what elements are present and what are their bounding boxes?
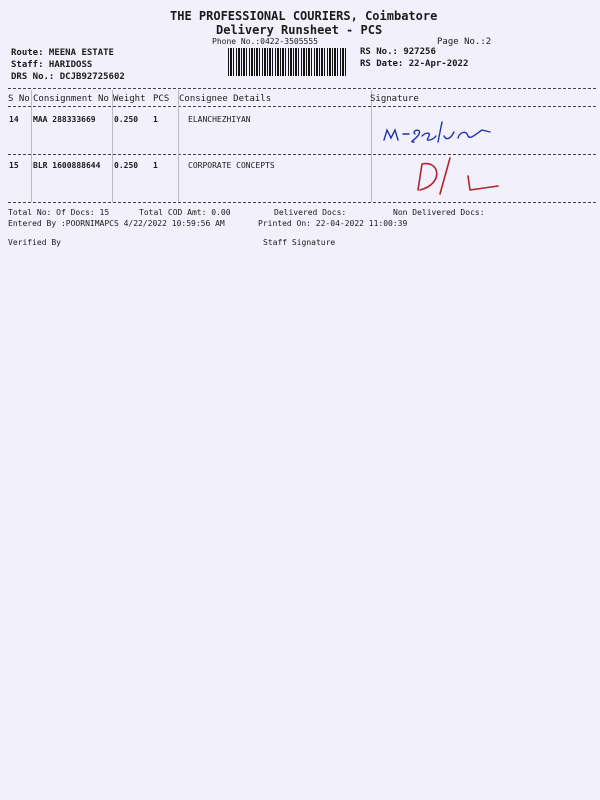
row-sno: 14 bbox=[9, 115, 19, 124]
total-docs: Total No: Of Docs: 15 bbox=[8, 208, 110, 217]
handwritten-signature bbox=[378, 112, 498, 148]
delivered-docs: Delivered Docs: bbox=[274, 208, 347, 217]
header-pcs: PCS bbox=[153, 94, 170, 104]
non-delivered-docs: Non Delivered Docs: bbox=[393, 208, 485, 217]
route-label: Route: MEENA ESTATE bbox=[11, 48, 114, 58]
barcode-image bbox=[228, 48, 346, 76]
page-number: Page No.:2 bbox=[437, 37, 492, 47]
table-header-rule bbox=[8, 106, 596, 107]
document-title: Delivery Runsheet - PCS bbox=[216, 23, 383, 37]
phone-number: Phone No.:0422-3505555 bbox=[212, 37, 318, 46]
row-weight: 0.250 bbox=[114, 161, 139, 170]
column-divider bbox=[31, 90, 32, 202]
header-sno: S No bbox=[8, 94, 30, 104]
row-consignment: BLR 1600888644 bbox=[33, 161, 101, 170]
staff-label: Staff: HARIDOSS bbox=[11, 60, 93, 70]
handwritten-delivered-mark bbox=[410, 152, 510, 197]
row-weight: 0.250 bbox=[114, 115, 139, 124]
header-signature: Signature bbox=[370, 94, 419, 104]
rs-date: RS Date: 22-Apr-2022 bbox=[360, 59, 469, 69]
staff-signature-label: Staff Signature bbox=[263, 238, 336, 247]
total-cod: Total COD Amt: 0.00 bbox=[139, 208, 231, 217]
row-consignee: CORPORATE CONCEPTS bbox=[188, 161, 275, 170]
header-consignee: Consignee Details bbox=[179, 94, 272, 104]
printed-on: Printed On: 22-04-2022 11:00:39 bbox=[258, 219, 408, 228]
column-divider bbox=[112, 90, 113, 202]
drs-number: DRS No.: DCJB92725602 bbox=[11, 72, 125, 82]
row-sno: 15 bbox=[9, 161, 19, 170]
table-top-rule bbox=[8, 88, 596, 89]
entered-by: Entered By :POORNIMAPCS 4/22/2022 10:59:56 AM bbox=[8, 219, 225, 228]
row-pcs: 1 bbox=[153, 161, 158, 170]
row-pcs: 1 bbox=[153, 115, 158, 124]
column-divider bbox=[371, 90, 372, 202]
header-consignment: Consignment No bbox=[33, 94, 109, 104]
rs-number: RS No.: 927256 bbox=[360, 47, 436, 57]
row-consignee: ELANCHEZHIYAN bbox=[188, 115, 251, 124]
company-name: THE PROFESSIONAL COURIERS, Coimbatore bbox=[170, 9, 438, 23]
table-bottom-rule bbox=[8, 202, 596, 203]
row-consignment: MAA 288333669 bbox=[33, 115, 96, 124]
column-divider bbox=[178, 90, 179, 202]
verified-by-label: Verified By bbox=[8, 238, 61, 247]
header-weight: Weight bbox=[113, 94, 146, 104]
